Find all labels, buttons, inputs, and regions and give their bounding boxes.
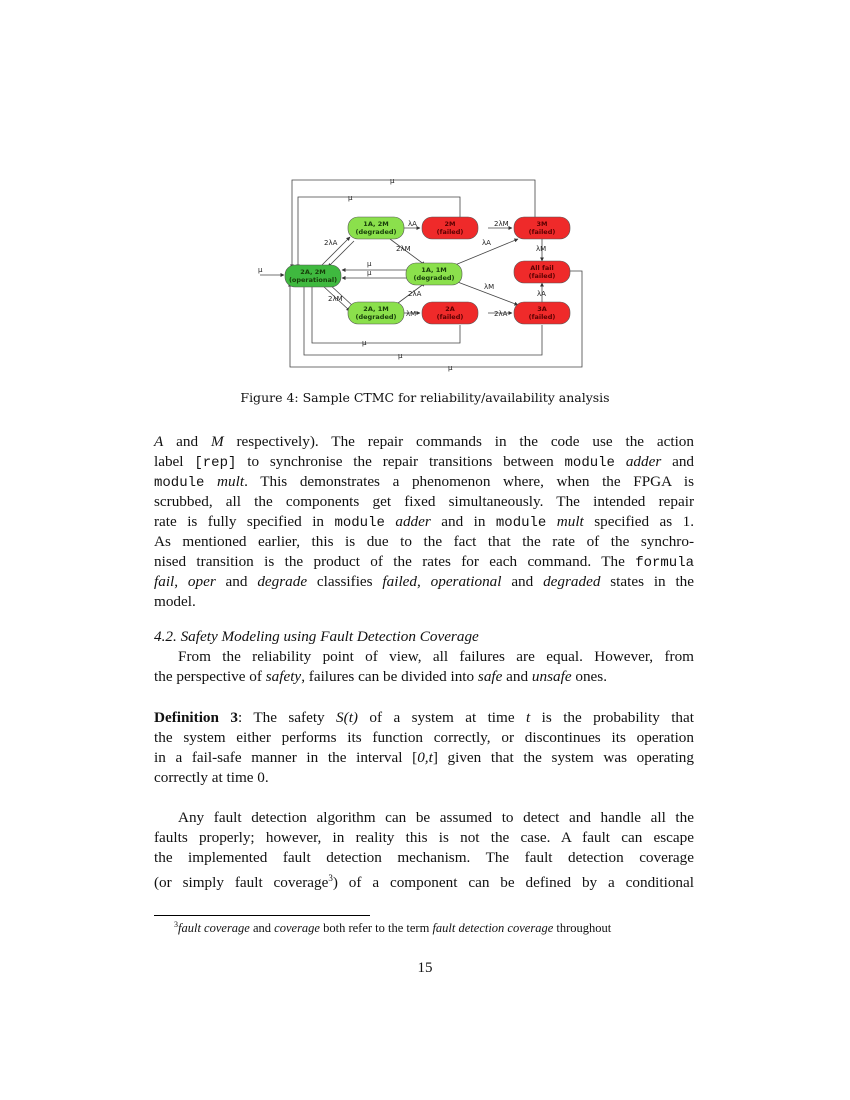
state-node-s1 xyxy=(348,217,404,239)
label-mu-top: μ xyxy=(390,177,395,185)
label-2lm-3: 2λM xyxy=(328,295,343,303)
state-node-status: (failed) xyxy=(436,313,464,321)
state-node-s6 xyxy=(514,261,570,283)
def-line-3: in a fail-safe manner in the interval [0,t] given that the system was operating xyxy=(154,749,694,766)
p1-line-6: As mentioned earlier, this is due to the fact that the rate of the synchro- xyxy=(154,533,694,550)
p2-line-2: the perspective of safety, failures can be divided into safe and unsafe ones. xyxy=(154,668,607,685)
state-node-status: (degraded) xyxy=(355,228,397,236)
footnote-rule xyxy=(154,915,370,916)
label-mu-7: μ xyxy=(398,352,403,360)
state-node-s4 xyxy=(422,217,478,239)
footnote-3: $^3$fault coverage and coverage both refer to the term fault detection coverage throughout xyxy=(174,920,612,936)
page-number: 15 xyxy=(417,960,433,976)
p1-line-9: model. xyxy=(154,593,196,610)
figure-caption: Figure 4: Sample CTMC for reliability/availability analysis xyxy=(240,390,610,405)
p3-line-1: Any fault detection algorithm can be assumed to detect and handle all the xyxy=(178,809,694,826)
definition-3 xyxy=(154,708,694,788)
def-line-4: correctly at time 0. xyxy=(154,769,269,786)
state-node-s7 xyxy=(422,302,478,324)
label-mu-8: μ xyxy=(448,364,453,372)
label-2la-2: 2λA xyxy=(408,290,422,298)
label-la-2: λA xyxy=(482,239,491,247)
label-2lm-2: 2λM xyxy=(396,245,411,253)
p1-line-5: rate is fully specified in module adder and in module mult specified as 1. xyxy=(154,513,694,531)
p3-line-3: the implemented fault detection mechanism. The fault detection coverage xyxy=(154,849,694,866)
state-node-title: All fail xyxy=(530,264,554,272)
paragraph-1 xyxy=(154,432,694,612)
state-node-s0 xyxy=(285,265,341,287)
state-node-status: (operational) xyxy=(288,276,338,284)
def-line-1: Definition 3: The safety S(t) of a system at time t is the probability that xyxy=(154,709,694,726)
p3-line-2: faults properly; however, in reality this is not the case. A fault can escape xyxy=(154,829,694,846)
p1-line-7: nised transition is the product of the rates for each command. The formula xyxy=(154,553,694,571)
state-node-status: (failed) xyxy=(528,272,556,280)
section-4-2 xyxy=(154,627,694,687)
p1-line-2: label [rep] to synchronise the repair transitions between module adder and xyxy=(154,453,695,471)
state-node-s5 xyxy=(514,217,570,239)
label-mu-2: μ xyxy=(348,194,353,202)
state-node-title: 2A, 2M xyxy=(300,268,326,276)
label-2lm-1: 2λM xyxy=(494,220,509,228)
state-node-status: (degraded) xyxy=(355,313,397,321)
paragraph-3 xyxy=(154,808,694,892)
state-node-title: 3A xyxy=(537,305,547,313)
section-title: 4.2. Safety Modeling using Fault Detection Coverage xyxy=(154,628,479,645)
state-node-title: 2M xyxy=(444,220,456,228)
state-node-status: (failed) xyxy=(436,228,464,236)
state-node-status: (failed) xyxy=(528,228,556,236)
label-2la-1: 2λA xyxy=(324,239,338,247)
label-lm-1: λM xyxy=(536,245,547,253)
p3-line-4: (or simply fault coverage$^3$) of a component can be defined by a conditional xyxy=(154,873,694,892)
ctmc-diagram xyxy=(250,175,600,375)
p1-line-4: scrubbed, all the components get fixed simultaneously. The intended repair xyxy=(154,493,694,510)
p1-line-8: fail, oper and degrade classifies failed, operational and degraded states in the xyxy=(154,573,695,590)
state-nodes xyxy=(285,217,570,324)
p2-line-1: From the reliability point of view, all failures are equal. However, from xyxy=(178,648,694,665)
label-lm-3: λM xyxy=(406,310,417,318)
state-node-title: 1A, 1M xyxy=(421,266,447,274)
state-node-status: (degraded) xyxy=(413,274,455,282)
label-mu-3: μ xyxy=(367,260,372,268)
label-la-3: λA xyxy=(537,290,546,298)
label-2la-3: 2λA xyxy=(494,310,508,318)
label-mu-6: μ xyxy=(362,339,367,347)
state-node-s3 xyxy=(348,302,404,324)
state-node-s2 xyxy=(406,263,462,285)
state-node-status: (failed) xyxy=(528,313,556,321)
p1-line-3: module mult. This demonstrates a phenomenon where, when the FPGA is xyxy=(154,473,694,491)
state-node-title: 1A, 2M xyxy=(363,220,389,228)
label-mu-4: μ xyxy=(367,269,372,277)
p1-line-1: A and M respectively). The repair commands in the code use the action xyxy=(154,433,694,450)
state-node-title: 2A, 1M xyxy=(363,305,389,313)
def-line-2: the system either performs its function correctly, or discontinues its operation xyxy=(154,729,694,746)
state-node-title: 2A xyxy=(445,305,455,313)
label-la-1: λA xyxy=(408,220,417,228)
label-lm-2: λM xyxy=(484,283,495,291)
state-node-s8 xyxy=(514,302,570,324)
state-node-title: 3M xyxy=(536,220,548,228)
label-mu-5: μ xyxy=(258,266,263,274)
